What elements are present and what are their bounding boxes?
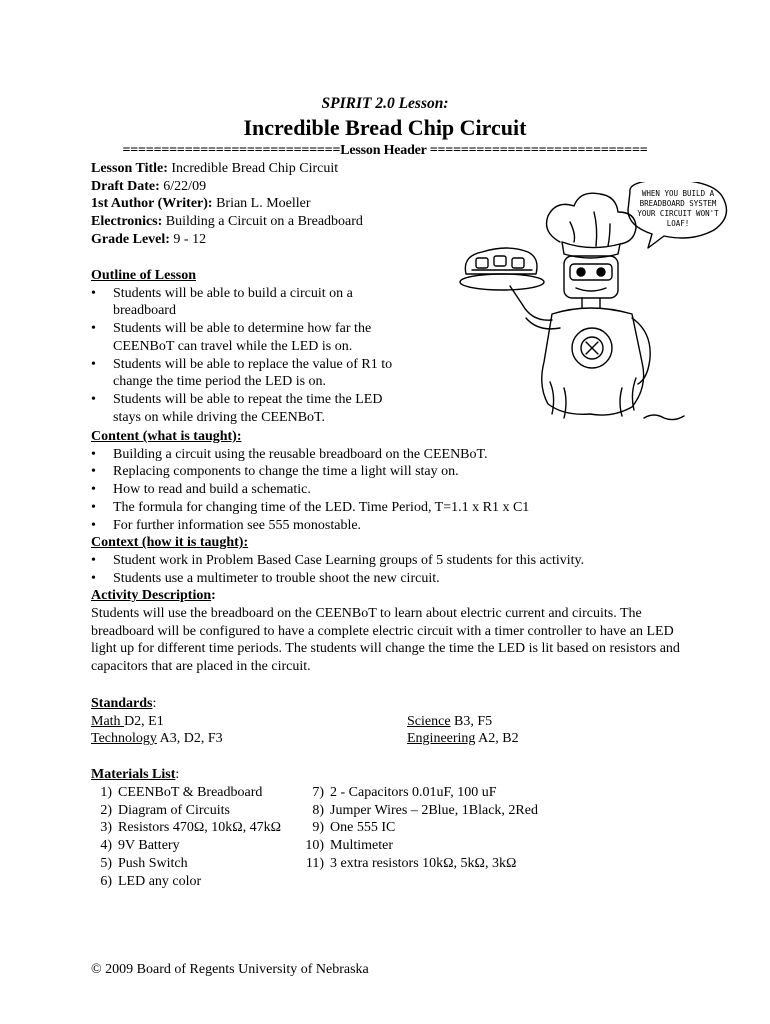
list-item: 3) Resistors 470Ω, 10kΩ, 47kΩ bbox=[100, 820, 282, 836]
meta-draft-date: Draft Date: 6/22/09 bbox=[91, 178, 207, 194]
list-item: • How to read and build a schematic. bbox=[91, 481, 691, 499]
materials-list-right bbox=[303, 784, 538, 873]
list-item: • The formula for changing time of the LED. Time Period, T=1.1 x R1 x C1 bbox=[91, 499, 691, 517]
content-heading: Content (what is taught): bbox=[91, 429, 242, 444]
outline-heading: Outline of Lesson bbox=[91, 268, 197, 283]
context-heading: Context (how it is taught): bbox=[91, 535, 249, 551]
meta-electronics: Electronics: Building a Circuit on a Breadboard bbox=[91, 214, 363, 230]
list-item: • For further information see 555 monostable. bbox=[91, 517, 691, 535]
list-item: 4) 9V Battery bbox=[100, 838, 180, 854]
list-item: 5) Push Switch bbox=[100, 855, 188, 871]
outline-list bbox=[91, 285, 411, 427]
standards-heading: Standards bbox=[91, 696, 153, 711]
standards-section bbox=[91, 695, 691, 748]
standard-technology: Technology A3, D2, F3 bbox=[91, 731, 223, 747]
lesson-meta bbox=[91, 160, 363, 249]
speech-line-3: YOUR CIRCUIT WON'T bbox=[637, 209, 719, 218]
list-item: 7) 2 - Capacitors 0.01uF, 100 uF bbox=[312, 785, 497, 800]
activity-description: Students will use the breadboard on the CEENBoT to learn about electric current and circuits. The breadboard will be configured to have a complete electric circuit with a timer controller to have an LED light up for different time periods. The students will change the time the LED is lit based on resistors and capacitors that are placed in the circuit. bbox=[91, 606, 680, 675]
standards-row-2 bbox=[91, 730, 691, 748]
meta-grade-level: Grade Level: 9 - 12 bbox=[91, 231, 207, 247]
list-item: • Building a circuit using the reusable breadboard on the CEENBoT. bbox=[91, 446, 691, 464]
standards-row-1 bbox=[91, 713, 691, 731]
materials-heading-line: Materials List: bbox=[91, 767, 180, 782]
list-item: • Students use a multimeter to trouble shoot the new circuit. bbox=[91, 570, 691, 588]
chef-robot-illustration bbox=[452, 182, 737, 422]
chef-robot-drawing bbox=[452, 182, 737, 422]
speech-line-1: WHEN YOU BUILD A bbox=[641, 189, 715, 198]
standard-science: Science B3, F5 bbox=[407, 713, 493, 729]
list-item: 11) 3 extra resistors 10kΩ, 5kΩ, 3kΩ bbox=[305, 855, 517, 871]
list-item: • Student work in Problem Based Case Learning groups of 5 students for this activity. bbox=[91, 552, 691, 570]
standard-math: Math D2, E1 bbox=[91, 713, 164, 729]
list-item: 1) CEENBoT & Breadboard bbox=[100, 785, 263, 800]
outline-section bbox=[91, 267, 411, 426]
context-list bbox=[91, 552, 691, 587]
materials-heading: Materials List bbox=[91, 767, 176, 782]
lesson-title: Incredible Bread Chip Circuit bbox=[243, 115, 527, 140]
list-item: • Students will be able to determine how far the CEENBoT can travel while the LED is on. bbox=[91, 320, 411, 355]
speech-line-4: LOAF! bbox=[666, 219, 690, 228]
list-item: 9) One 555 IC bbox=[312, 820, 396, 836]
list-item: 2) Diagram of Circuits bbox=[100, 802, 230, 818]
activity-heading: Activity Description bbox=[91, 588, 212, 604]
activity-heading-line: Activity Description: bbox=[91, 588, 216, 604]
list-item: 6) LED any color bbox=[100, 873, 202, 889]
list-item: 10) Multimeter bbox=[305, 838, 393, 854]
list-item: • Students will be able to build a circuit on a breadboard bbox=[91, 285, 411, 320]
list-item: • Replacing components to change the time a light will stay on. bbox=[91, 463, 691, 481]
standard-engineering: Engineering A2, B2 bbox=[407, 731, 519, 747]
content-section bbox=[91, 428, 691, 676]
list-item: • Students will be able to replace the value of R1 to change the time period the LED is on. bbox=[91, 356, 411, 391]
list-item: • Students will be able to repeat the time the LED stays on while driving the CEENBoT. bbox=[91, 391, 411, 426]
standards-heading-line: Standards: bbox=[91, 696, 157, 711]
meta-author: 1st Author (Writer): Brian L. Moeller bbox=[91, 196, 311, 212]
footer-copyright: © 2009 Board of Regents University of Nebraska bbox=[91, 962, 369, 977]
materials-list-left bbox=[91, 784, 281, 890]
content-list bbox=[91, 446, 691, 535]
list-item: 8) Jumper Wires – 2Blue, 1Black, 2Red bbox=[312, 802, 538, 818]
lesson-header-rule: ============================Lesson Header ============================ bbox=[122, 143, 648, 158]
lesson-subtitle: SPIRIT 2.0 Lesson: bbox=[321, 95, 449, 112]
meta-lesson-title: Lesson Title: Incredible Bread Chip Circuit bbox=[91, 161, 339, 176]
speech-line-2: BREADBOARD SYSTEM bbox=[639, 199, 717, 208]
